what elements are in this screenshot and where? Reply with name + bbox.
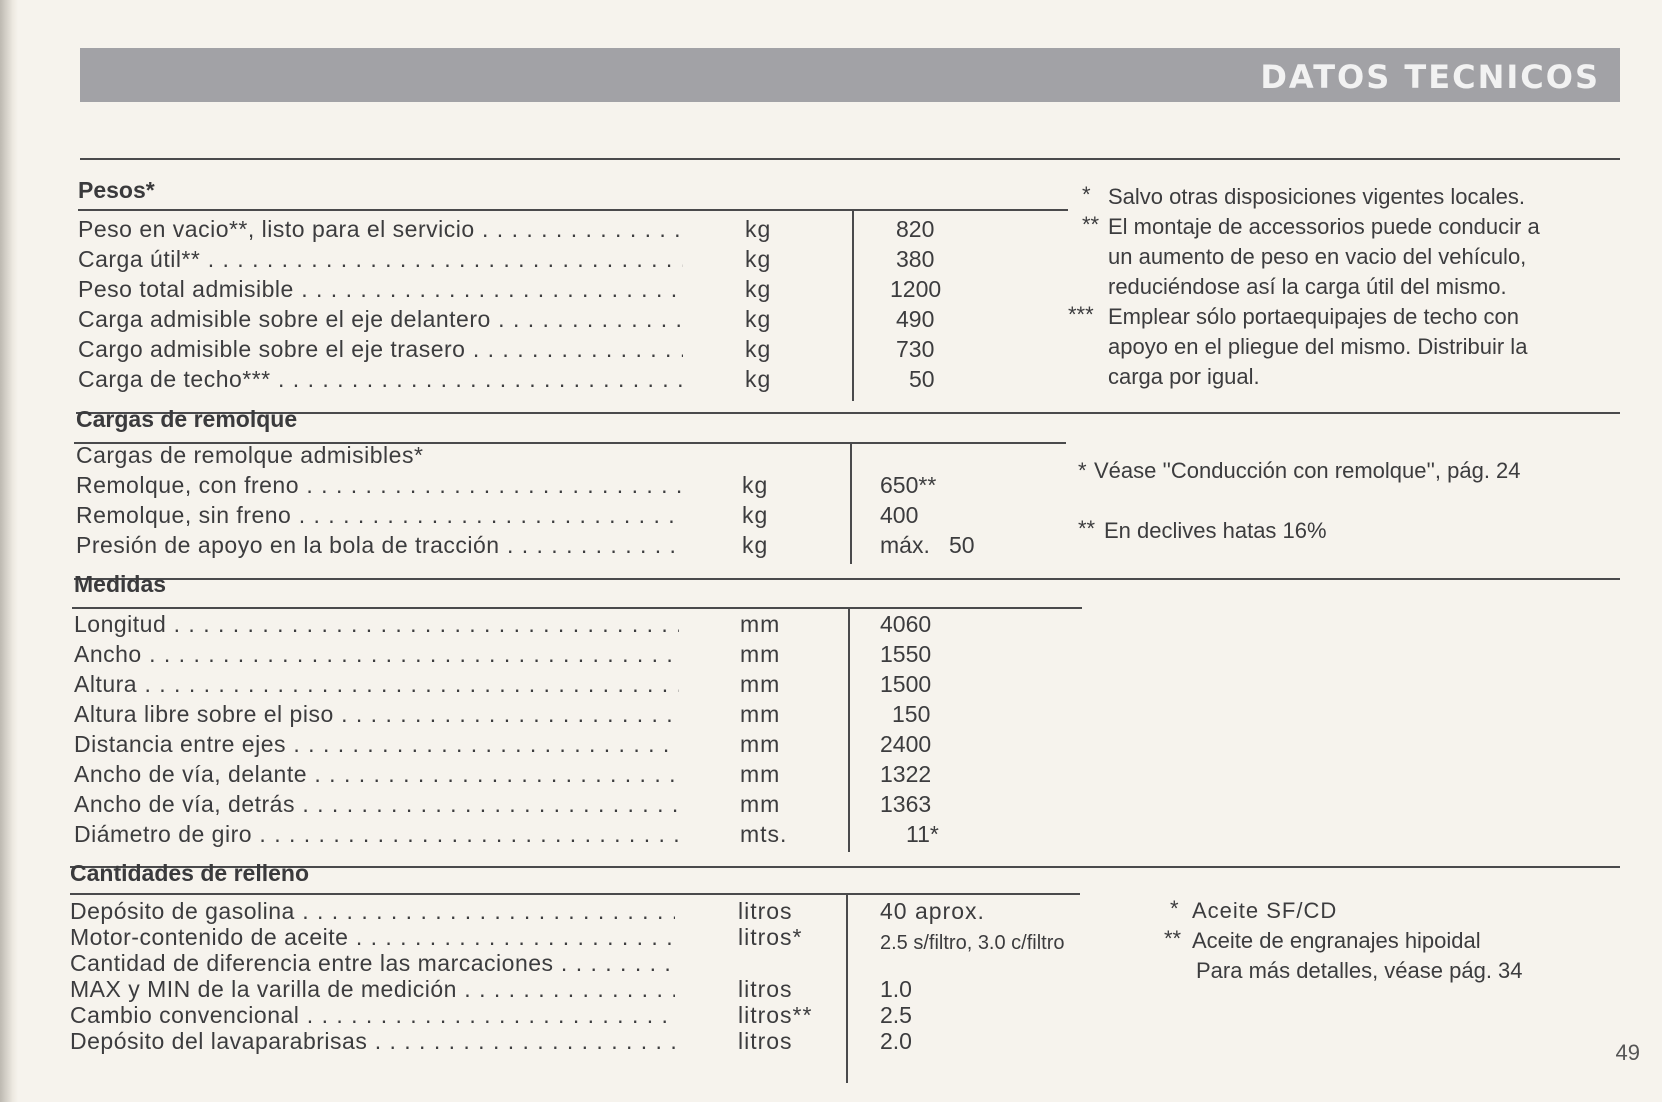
section-title-remolque: Cargas de remolque — [76, 406, 298, 432]
row-value: 2.0 — [880, 1028, 912, 1054]
section-banner — [80, 48, 1620, 102]
row-value: 1200 — [890, 276, 942, 302]
row-value: 4060 — [880, 611, 932, 637]
row-label: Altura libre sobre el piso . . . — [74, 699, 679, 729]
row-value: 730 — [896, 336, 935, 362]
footnote-mark: * — [1078, 458, 1087, 483]
footnote-mark: ** — [1078, 516, 1096, 541]
row-unit: kg — [745, 276, 772, 302]
row-value: 650** — [880, 472, 937, 498]
row-label: Cargas de remolque admisibles* — [76, 442, 424, 468]
row-unit: kg — [742, 532, 769, 558]
row-unit: mts. — [740, 821, 788, 847]
medidas-value-separator — [848, 607, 850, 852]
remolque-value-separator — [850, 442, 852, 564]
section-title-pesos: Pesos* — [78, 177, 155, 203]
footnote-text: reduciéndose así la carga útil del mismo. — [1108, 274, 1507, 299]
page-title: DATOS TECNICOS — [1260, 58, 1600, 96]
row-value: 820 — [896, 216, 935, 242]
row-value: 150 — [892, 701, 931, 727]
row-unit: mm — [740, 701, 781, 727]
row-label: Ancho de vía, delante . . . — [74, 759, 679, 789]
footnote-text: Aceite de engranajes hipoidal — [1192, 928, 1481, 953]
row-value: 1322 — [880, 761, 932, 787]
row-value: 380 — [896, 246, 935, 272]
row-label: Altura . . . — [74, 669, 679, 699]
footnote-text: un aumento de peso en vacio del vehículo, — [1108, 244, 1527, 269]
top-rule — [80, 158, 1620, 160]
row-label: Diámetro de giro . . . — [74, 819, 679, 849]
footnote-text: Emplear sólo portaequipajes de techo con — [1108, 304, 1519, 329]
footnote-mark: * — [1082, 182, 1091, 207]
footnote-text: apoyo en el pliegue del mismo. Distribuir la — [1108, 334, 1528, 359]
row-value: 490 — [896, 306, 935, 332]
row-label: Peso total admisible . . . — [78, 274, 683, 304]
row-unit: mm — [740, 731, 781, 757]
row-value: 400 — [880, 502, 919, 528]
row-unit: litros** — [738, 1002, 813, 1028]
row-label: Carga admisible sobre el eje delantero . . . — [78, 304, 683, 334]
pesos-value-separator — [852, 209, 854, 401]
footnote-text: El montaje de accessorios puede conducir a — [1108, 214, 1540, 239]
footnote-text: Véase ''Conducción con remolque'', pág. 24 — [1094, 458, 1521, 483]
footnote-mark: ** — [1164, 926, 1182, 951]
row-label: Motor-contenido de aceite . . . — [70, 922, 675, 952]
row-label: Distancia entre ejes . . . — [74, 729, 679, 759]
footnote-text: Aceite SF/CD — [1192, 898, 1338, 923]
footnote-text: En declives hatas 16% — [1104, 518, 1327, 543]
row-label: Carga útil** . . . — [78, 244, 683, 274]
pesos-divider — [78, 209, 1068, 211]
footnote-mark: *** — [1068, 302, 1094, 327]
footnote-text: carga por igual. — [1108, 364, 1260, 389]
row-unit: mm — [740, 761, 781, 787]
row-value: 2400 — [880, 731, 932, 757]
row-value: 40 aprox. — [880, 898, 985, 924]
row-label: Peso en vacio**, listo para el servicio . . . — [78, 214, 683, 244]
relleno-divider — [70, 893, 1080, 895]
row-label: Remolque, sin freno . . . — [76, 500, 681, 530]
row-unit: litros — [738, 898, 793, 924]
row-label: Remolque, con freno . . . — [76, 470, 681, 500]
page-number: 49 — [1615, 1040, 1640, 1065]
row-unit: litros — [738, 1028, 793, 1054]
relleno-value-separator — [846, 893, 848, 1083]
medidas-rule — [74, 578, 1620, 580]
row-unit: kg — [745, 216, 772, 242]
row-unit: mm — [740, 791, 781, 817]
row-unit: mm — [740, 641, 781, 667]
row-value: 1500 — [880, 671, 932, 697]
row-label: Cargo admisible sobre el eje trasero . . . — [78, 334, 683, 364]
row-value: 1.0 — [880, 976, 912, 1002]
row-value: máx. 50 — [880, 532, 975, 558]
row-unit: kg — [742, 502, 769, 528]
row-value: 11* — [906, 821, 939, 847]
row-unit: mm — [740, 671, 781, 697]
row-unit: kg — [745, 246, 772, 272]
row-label: Carga de techo*** . . . — [78, 364, 683, 394]
row-unit: litros — [738, 976, 793, 1002]
row-unit: kg — [742, 472, 769, 498]
row-label: Longitud . . . — [74, 609, 679, 639]
remolque-rule — [76, 412, 1620, 414]
row-label: Cambio convencional . . . — [70, 1000, 675, 1030]
footnote-mark: ** — [1082, 212, 1100, 237]
section-title-relleno: Cantidades de relleno — [70, 860, 310, 886]
row-label: Presión de apoyo en la bola de tracción . . . — [76, 530, 681, 560]
row-unit: kg — [745, 336, 772, 362]
row-label: Cantidad de diferencia entre las marcaciones . . . — [70, 948, 675, 978]
row-value: 2.5 — [880, 1002, 912, 1028]
footnote-text: Salvo otras disposiciones vigentes locales. — [1108, 184, 1526, 209]
page-binding-shadow — [0, 0, 18, 1102]
row-label: Ancho de vía, detrás . . . — [74, 789, 679, 819]
row-unit: litros* — [738, 924, 803, 950]
row-unit: mm — [740, 611, 781, 637]
row-unit: kg — [745, 366, 772, 392]
footnote-mark: * — [1170, 896, 1179, 921]
row-value: 1363 — [880, 791, 932, 817]
section-title-medidas: Medidas — [74, 571, 167, 597]
row-label: Ancho . . . — [74, 639, 679, 669]
row-label: Depósito de gasolina . . . — [70, 896, 675, 926]
footnote-text: Para más detalles, véase pág. 34 — [1196, 958, 1523, 983]
row-value: 2.5 s/filtro, 3.0 c/filtro — [880, 932, 1065, 954]
row-unit: kg — [745, 306, 772, 332]
row-value: 50 — [909, 366, 935, 392]
row-label: Depósito del lavaparabrisas . . . — [70, 1026, 675, 1056]
row-label: MAX y MIN de la varilla de medición . . . — [70, 974, 675, 1004]
row-value: 1550 — [880, 641, 932, 667]
